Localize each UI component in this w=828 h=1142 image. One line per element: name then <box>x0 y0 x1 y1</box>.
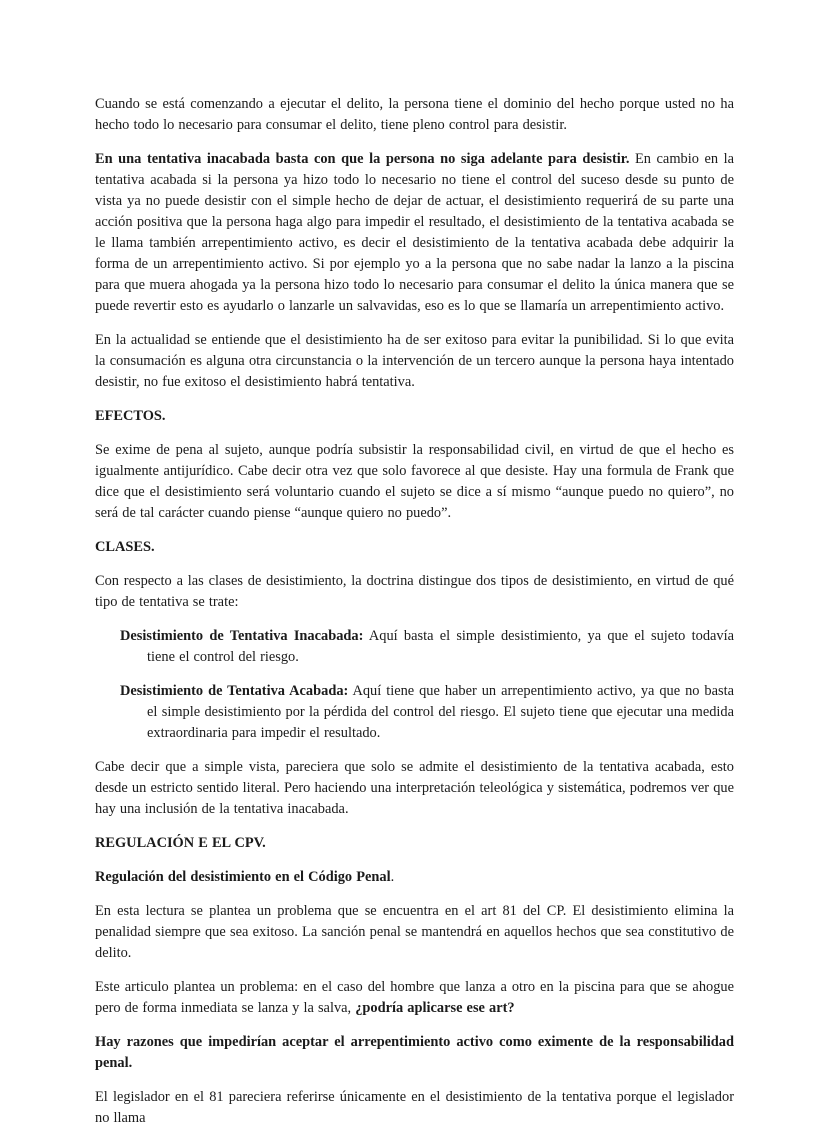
bold-text-run: REGULACIÓN E EL CPV. <box>95 835 266 851</box>
text-run: En la actualidad se entiende que el desistimiento ha de ser exitoso para evitar la punibilidad. Si lo que evita la consumación es alguna otra circunstancia o la intervención de un tercero aunque la persona haya intentado desistir, no fue exitoso el desistimiento habrá tentativa. <box>95 332 734 390</box>
text-run: En cambio en la tentativa acabada si la persona ya hizo todo lo necesario no tiene el control del suceso desde su punto de vista ya no puede desistir con el simple hecho de dejar de actuar, el desistimiento requerirá de su parte una acción positiva que la persona haga algo para impedir el resultado, el desistimiento de la tentativa acabada se le llama también arrepentimiento activo, es decir el desistimiento de la tentativa acabada debe adquirir la forma de un arrepentimiento activo. Si por ejemplo yo a la persona que no sabe nadar la lanzo a la piscina para que muera ahogada ya la persona hizo todo lo necesario para consumar el delito la única manera que se puede revertir esto es ayudarlo o lanzarle un salvavidas, eso es lo que se llamaría un arrepentimiento activo. <box>95 151 735 314</box>
bold-text-run: Desistimiento de Tentativa Inacabada: <box>120 628 364 644</box>
text-run: Con respecto a las clases de desistimiento, la doctrina distingue dos tipos de desistimiento, en virtud de qué tipo de tentativa se trate: <box>95 573 734 610</box>
bold-text-run: CLASES. <box>95 539 155 555</box>
paragraph-legislador-81 <box>95 1087 734 1129</box>
text-run: El legislador en el 81 pareciera referirse únicamente en el desistimiento de la tentativa porque el legislador no llama <box>95 1089 734 1126</box>
paragraph-efectos-body <box>95 440 734 524</box>
section-heading-efectos <box>95 406 734 427</box>
paragraph-interpretacion <box>95 757 734 820</box>
section-heading-clases <box>95 537 734 558</box>
text-run: Aquí basta el simple desistimiento, ya que el sujeto todavía tiene el control del riesgo. <box>147 628 734 665</box>
paragraph-art-81 <box>95 901 734 964</box>
bold-text-run: Desistimiento de Tentativa Acabada: <box>120 683 349 699</box>
paragraph-desistimiento-exitoso <box>95 330 734 393</box>
text-run: Aquí tiene que haber un arrepentimiento activo, ya que no basta el simple desistimiento por la pérdida del control del riesgo. El sujeto tiene que ejecutar una medida extraordinaria para impedir el resultado. <box>147 683 734 741</box>
paragraph-clases-intro <box>95 571 734 613</box>
text-run: Cuando se está comenzando a ejecutar el delito, la persona tiene el dominio del hecho porque usted no ha hecho todo lo necesario para consumar el delito, tiene pleno control para desistir. <box>95 96 734 133</box>
paragraph-tentativa-inacabada-acabada <box>95 149 734 317</box>
subheading-regulacion-codigo-penal <box>95 867 734 888</box>
paragraph-razones-impedirian <box>95 1032 734 1074</box>
bold-text-run: EFECTOS. <box>95 408 166 424</box>
text-run: . <box>390 869 395 885</box>
document-content <box>95 94 734 1142</box>
section-heading-regulacion <box>95 833 734 854</box>
list-item-tentativa-acabada <box>95 681 734 744</box>
bold-text-run: Regulación del desistimiento en el Código Penal <box>95 869 391 885</box>
paragraph-problema-piscina <box>95 977 734 1019</box>
bold-text-run: En una tentativa inacabada basta con que la persona no siga adelante para desistir. <box>95 151 630 167</box>
text-run: Cabe decir que a simple vista, pareciera que solo se admite el desistimiento de la tentativa acabada, esto desde un estricto sentido literal. Pero haciendo una interpretación teleológica y sistemática, podremos ver que hay una inclusión de la tentativa inacabada. <box>95 759 734 817</box>
text-run: Este articulo plantea un problema: en el caso del hombre que lanza a otro en la piscina para que se ahogue pero de forma inmediata se lanza y la salva, <box>95 979 734 1016</box>
text-run: Se exime de pena al sujeto, aunque podría subsistir la responsabilidad civil, en virtud de que el hecho es igualmente antijurídico. Cabe decir otra vez que solo favorece al que desiste. Hay una formula de Frank que dice que el desistimiento será voluntario cuando el sujeto se dice a sí mismo “aunque puedo no quiero”, no será de tal carácter cuando piense “aunque quiero no puedo”. <box>95 442 734 521</box>
text-run: En esta lectura se plantea un problema que se encuentra en el art 81 del CP. El desistimiento elimina la penalidad siempre que sea exitoso. La sanción penal se mantendrá en aquellos hechos que sea constitutivo de delito. <box>95 903 734 961</box>
paragraph-dominio-del-hecho <box>95 94 734 136</box>
bold-text-run: Hay razones que impedirían aceptar el arrepentimiento activo como eximente de la responsabilidad penal. <box>95 1034 734 1071</box>
list-item-tentativa-inacabada <box>95 626 734 668</box>
bold-text-run: ¿podría aplicarse ese art? <box>355 1000 515 1016</box>
